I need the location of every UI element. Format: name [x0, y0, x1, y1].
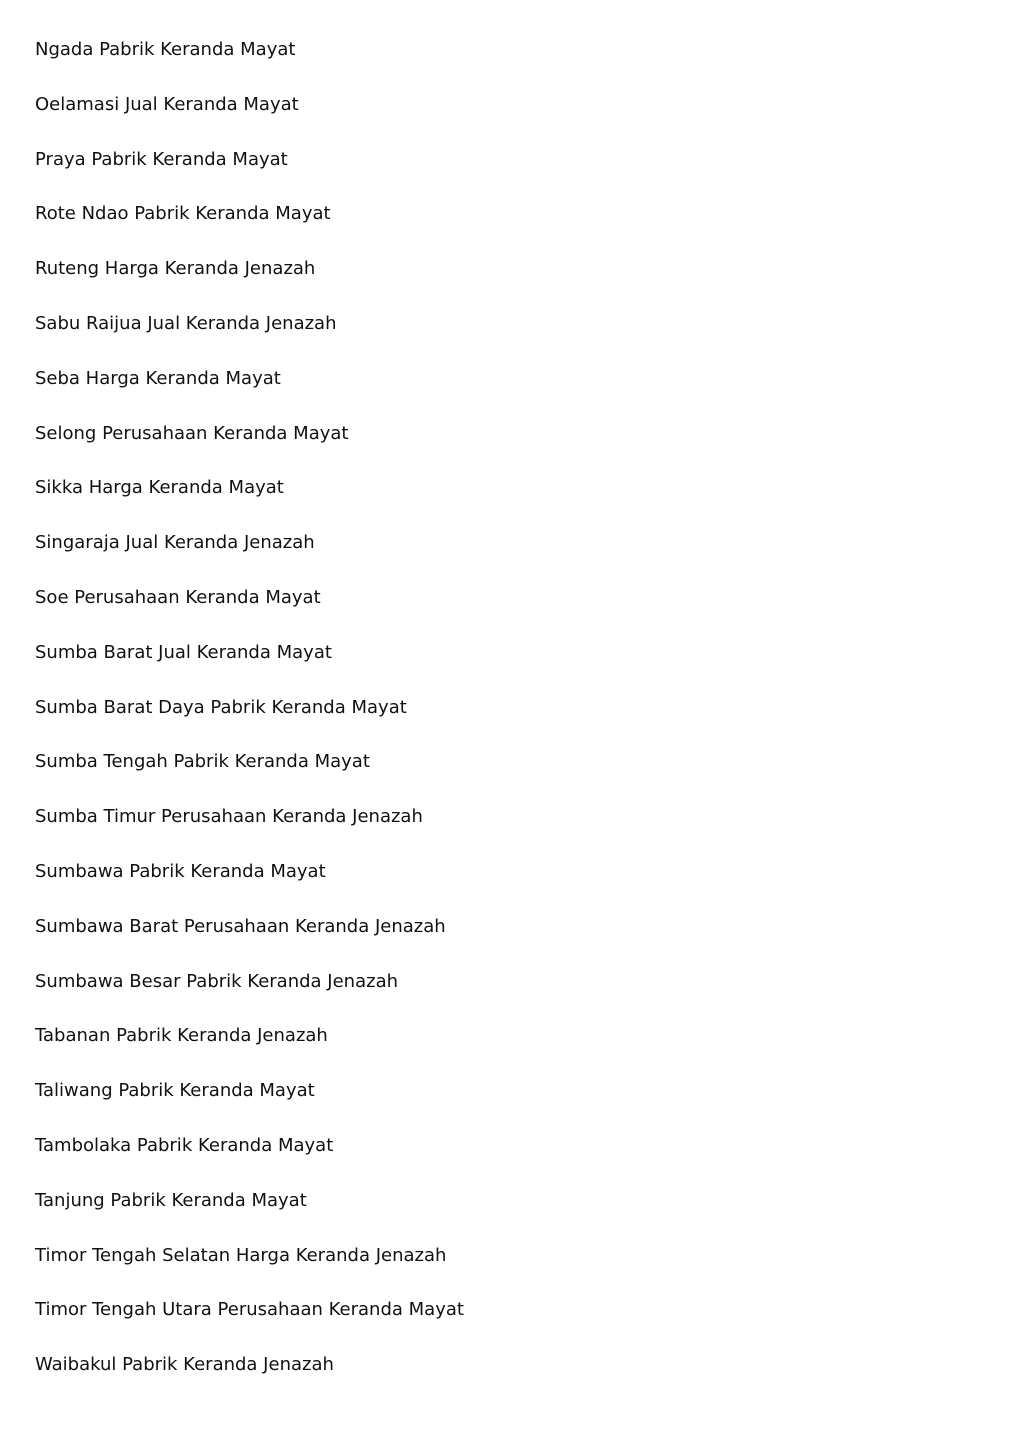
text-line: Tabanan Pabrik Keranda Jenazah	[35, 1025, 328, 1047]
text-line: Sumba Barat Jual Keranda Mayat	[35, 641, 332, 663]
text-line: Selong Perusahaan Keranda Mayat	[35, 422, 349, 444]
text-line: Sumbawa Pabrik Keranda Mayat	[35, 860, 326, 882]
text-line: Sumbawa Barat Perusahaan Keranda Jenazah	[35, 915, 446, 937]
text-line: Praya Pabrik Keranda Mayat	[35, 148, 288, 170]
text-line: Soe Perusahaan Keranda Mayat	[35, 586, 321, 608]
text-line: Waibakul Pabrik Keranda Jenazah	[35, 1354, 334, 1376]
text-line: Tambolaka Pabrik Keranda Mayat	[35, 1134, 334, 1156]
text-line: Seba Harga Keranda Mayat	[35, 367, 281, 389]
text-line: Sumba Tengah Pabrik Keranda Mayat	[35, 751, 370, 773]
text-line: Sikka Harga Keranda Mayat	[35, 477, 284, 499]
text-line: Tanjung Pabrik Keranda Mayat	[35, 1189, 307, 1211]
text-line: Taliwang Pabrik Keranda Mayat	[35, 1080, 315, 1102]
text-line: Sabu Raijua Jual Keranda Jenazah	[35, 312, 337, 334]
text-line: Sumbawa Besar Pabrik Keranda Jenazah	[35, 970, 399, 992]
document-text-list	[35, 36, 464, 1406]
text-line: Timor Tengah Selatan Harga Keranda Jenazah	[35, 1244, 447, 1266]
text-line: Singaraja Jual Keranda Jenazah	[35, 532, 315, 554]
text-line: Ruteng Harga Keranda Jenazah	[35, 258, 316, 280]
text-line: Sumba Timur Perusahaan Keranda Jenazah	[35, 806, 423, 828]
text-line: Oelamasi Jual Keranda Mayat	[35, 93, 299, 115]
text-line: Ngada Pabrik Keranda Mayat	[35, 39, 296, 60]
text-line: Rote Ndao Pabrik Keranda Mayat	[35, 203, 331, 225]
text-line: Timor Tengah Utara Perusahaan Keranda Mayat	[35, 1299, 464, 1321]
text-line: Sumba Barat Daya Pabrik Keranda Mayat	[35, 696, 407, 718]
